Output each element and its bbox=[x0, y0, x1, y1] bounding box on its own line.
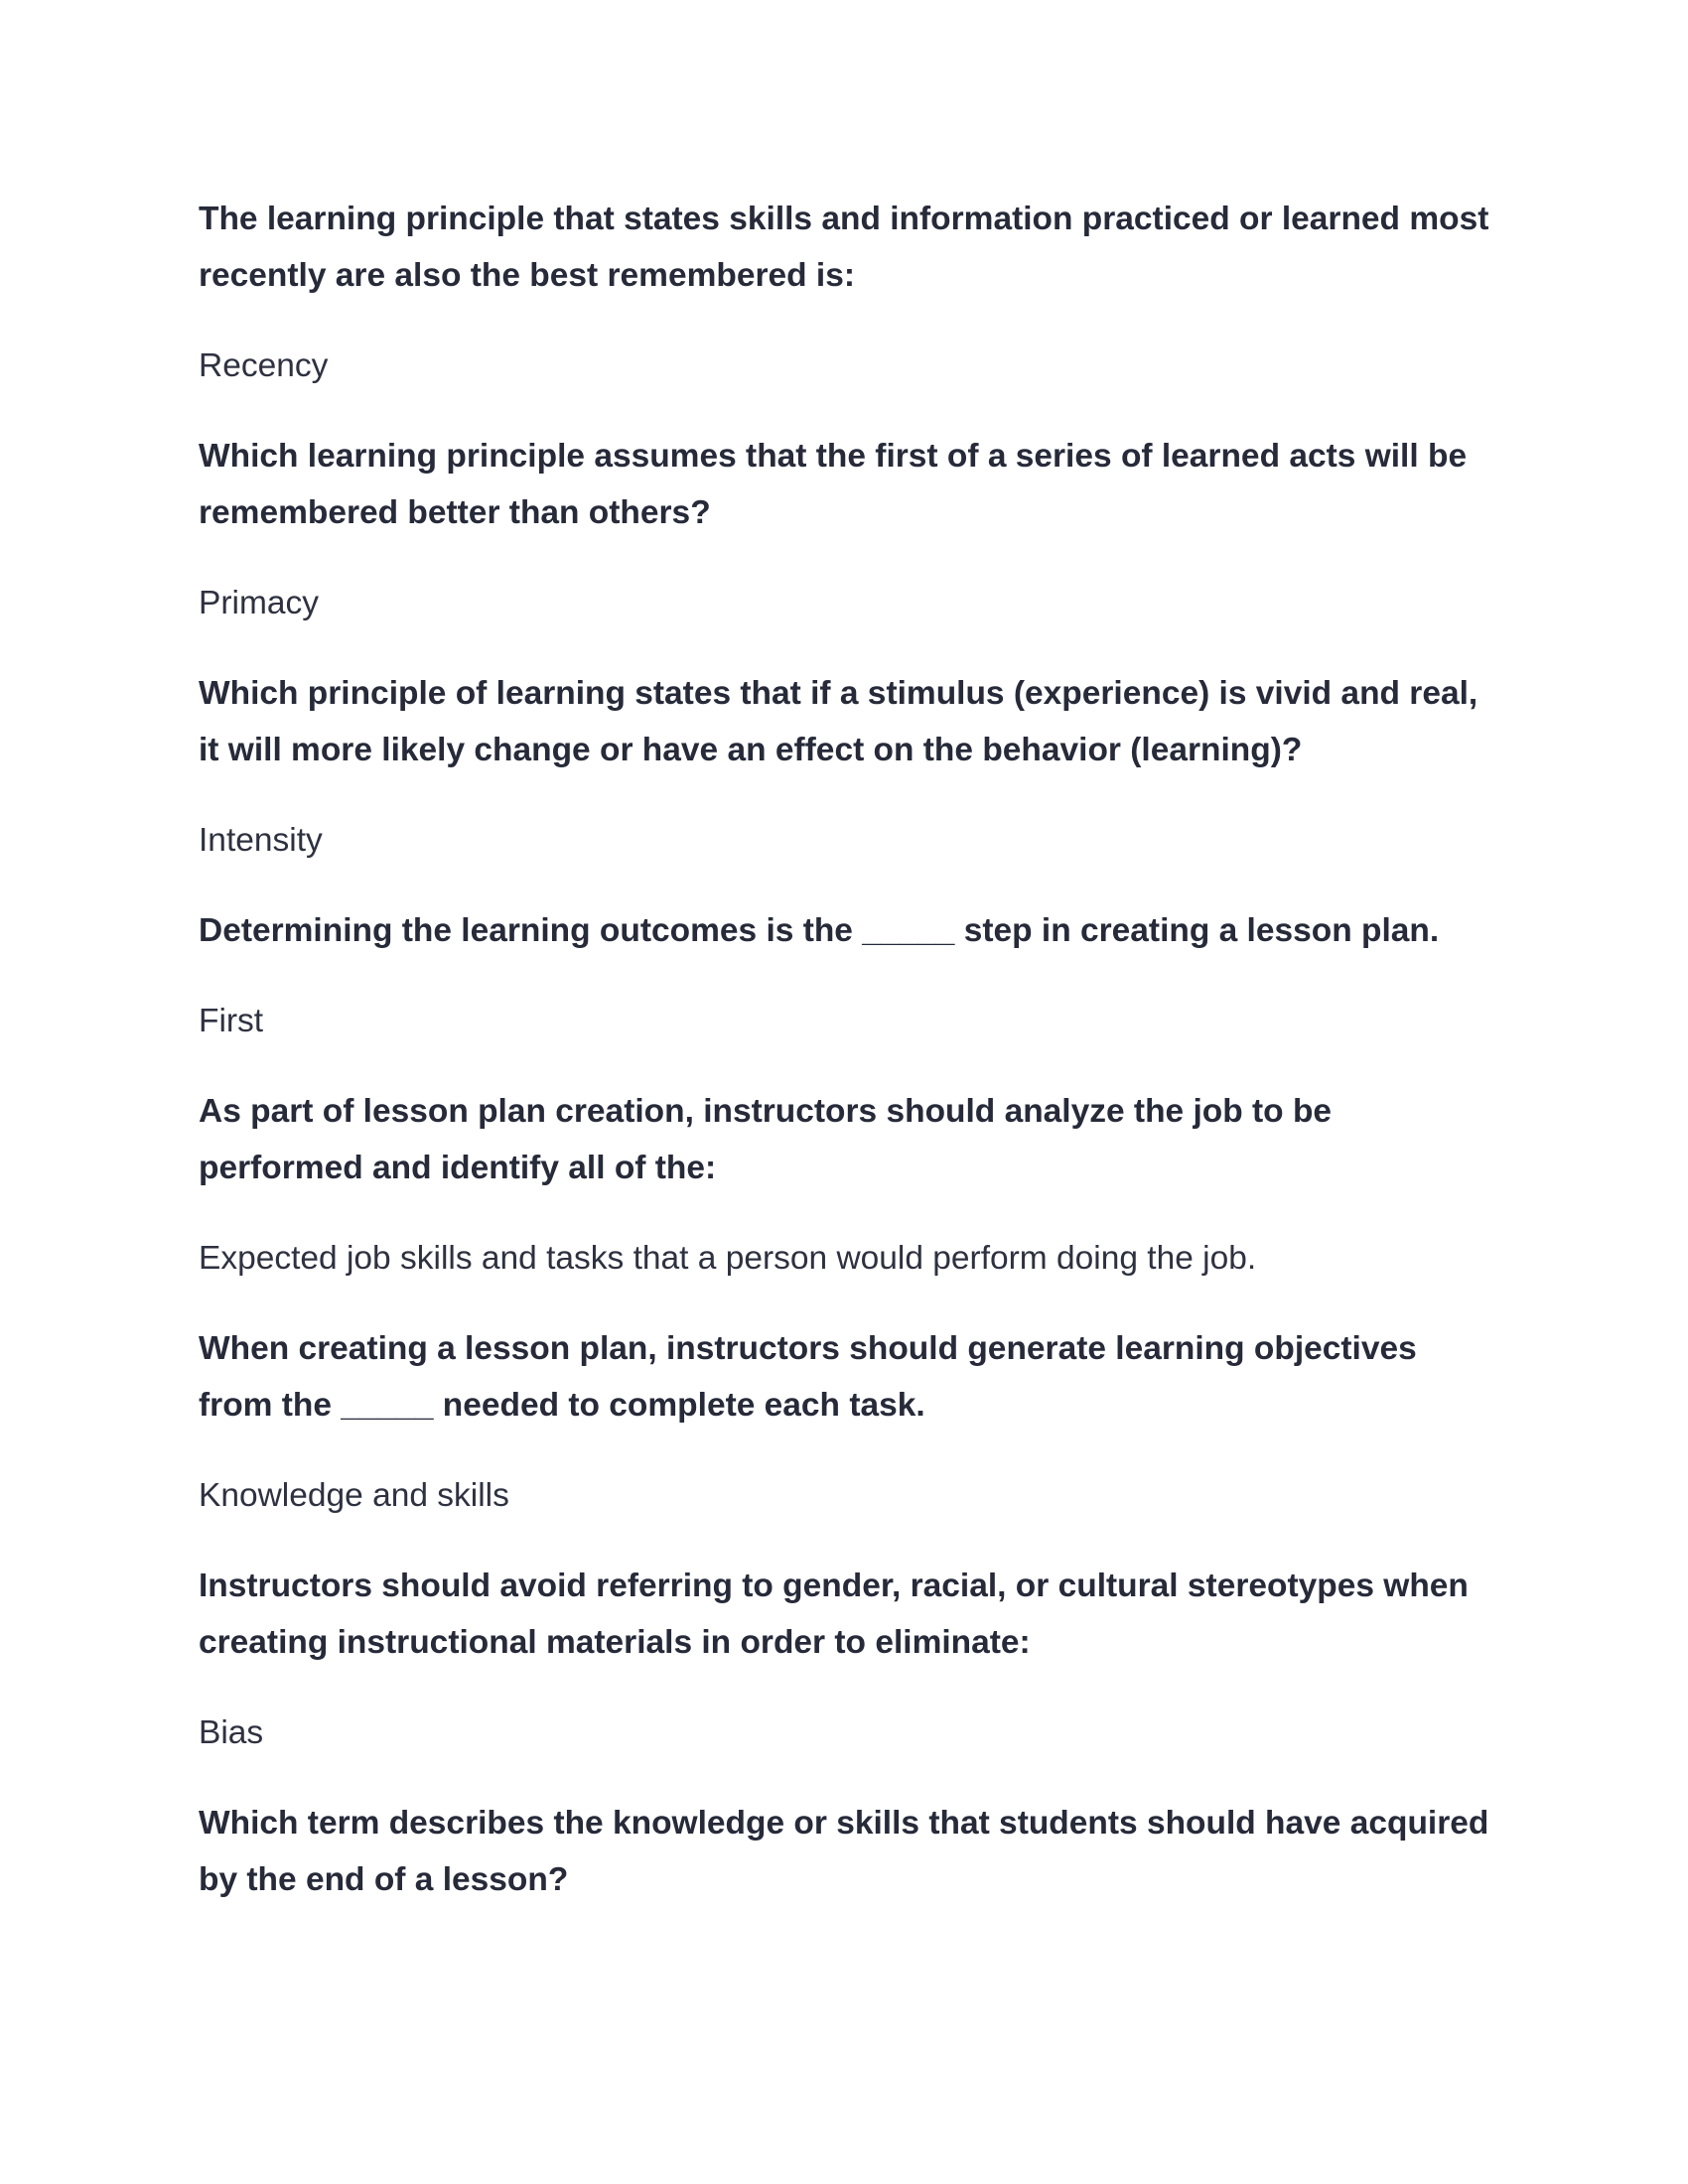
qa-item-7 bbox=[199, 1558, 1499, 1761]
question-6: When creating a lesson plan, instructors should generate learning objectives from the _____ needed to complete each task. bbox=[199, 1330, 1417, 1424]
answer-6: Knowledge and skills bbox=[199, 1477, 509, 1514]
answer-7: Bias bbox=[199, 1714, 264, 1751]
answer-3: Intensity bbox=[199, 822, 323, 859]
qa-item-3 bbox=[199, 665, 1499, 869]
qa-item-4 bbox=[199, 902, 1499, 1049]
answer-2: Primacy bbox=[199, 585, 319, 621]
qa-item-2 bbox=[199, 428, 1499, 631]
qa-item-6 bbox=[199, 1320, 1499, 1524]
answer-4: First bbox=[199, 1003, 264, 1039]
qa-item-1 bbox=[199, 191, 1499, 394]
answer-1: Recency bbox=[199, 347, 329, 384]
qa-item-5 bbox=[199, 1083, 1499, 1287]
question-7: Instructors should avoid referring to gender, racial, or cultural stereotypes when creating instructional materials in order to eliminate: bbox=[199, 1568, 1469, 1661]
question-4: Determining the learning outcomes is the _____ step in creating a lesson plan. bbox=[199, 912, 1440, 949]
question-3: Which principle of learning states that if a stimulus (experience) is vivid and real, it will more likely change or have an effect on the behavior (learning)? bbox=[199, 675, 1478, 768]
qa-list bbox=[199, 191, 1499, 1908]
question-5: As part of lesson plan creation, instructors should analyze the job to be performed and identify all of the: bbox=[199, 1093, 1333, 1186]
question-1: The learning principle that states skills and information practiced or learned most recently are also the best remembered is: bbox=[199, 201, 1489, 294]
answer-5: Expected job skills and tasks that a person would perform doing the job. bbox=[199, 1240, 1257, 1277]
qa-item-8 bbox=[199, 1795, 1499, 1908]
question-2: Which learning principle assumes that the first of a series of learned acts will be remembered better than others? bbox=[199, 438, 1468, 531]
question-8: Which term describes the knowledge or skills that students should have acquired by the end of a lesson? bbox=[199, 1805, 1489, 1898]
